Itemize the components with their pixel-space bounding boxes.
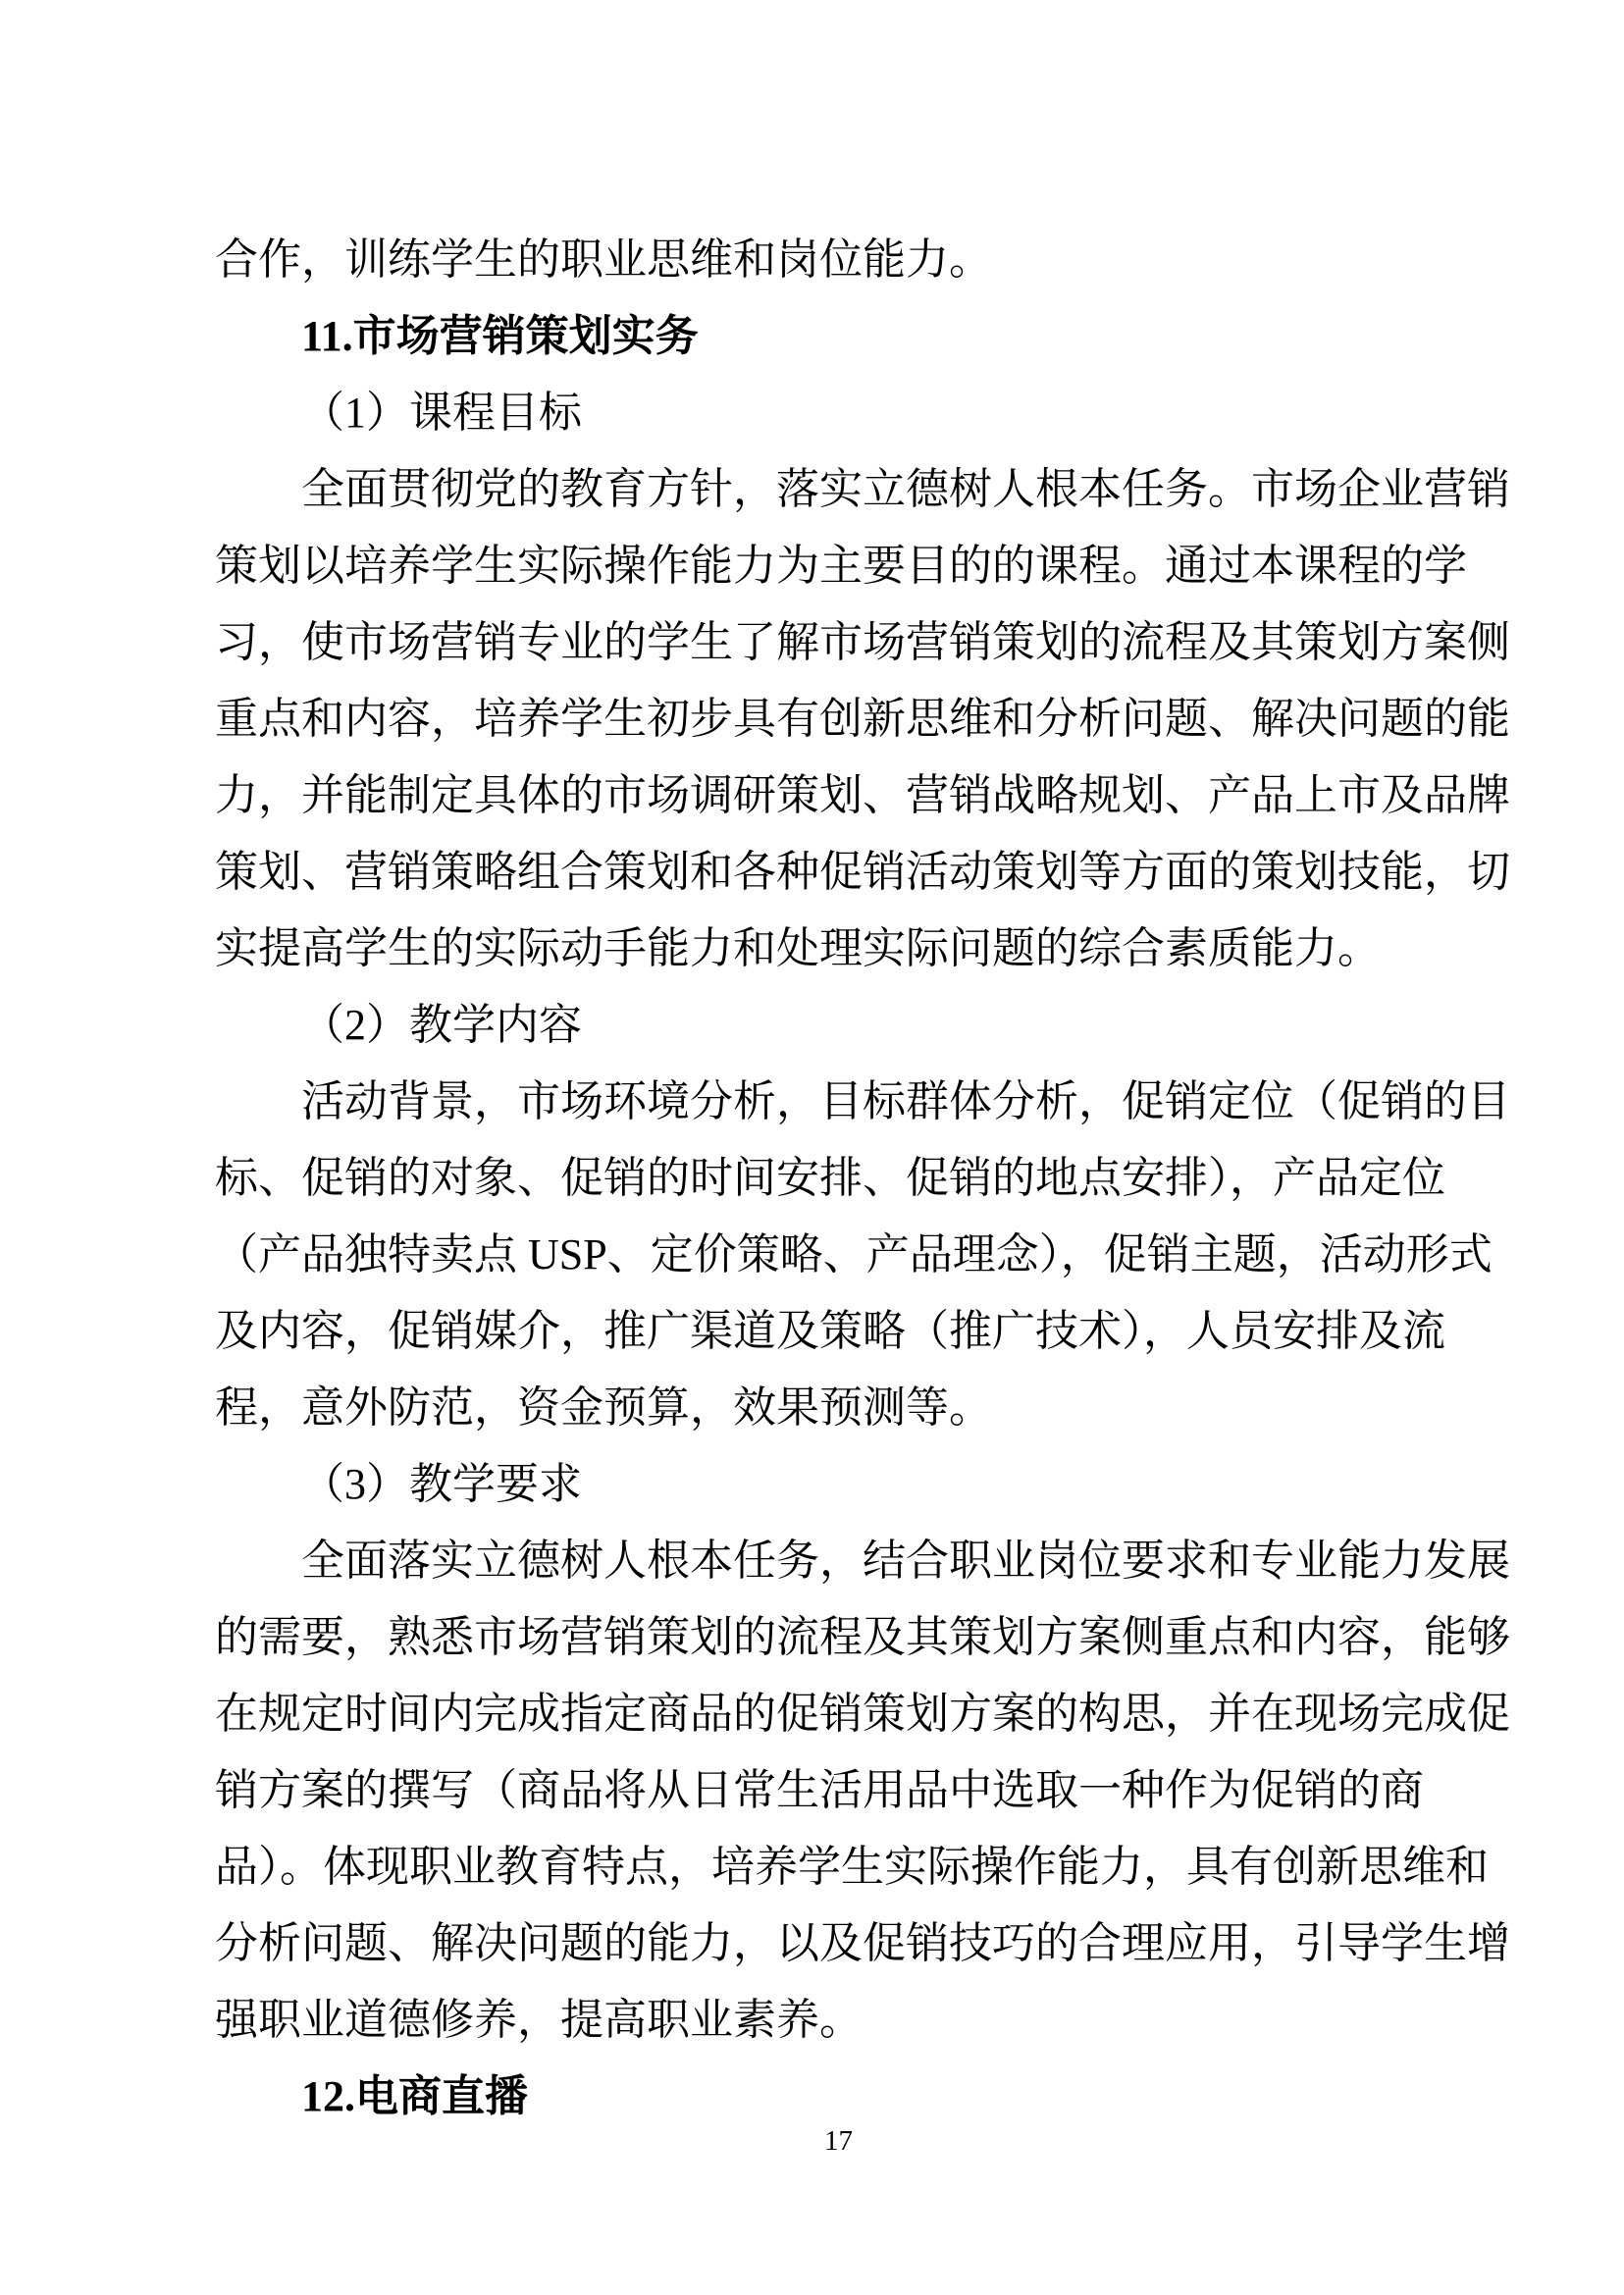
section-heading: 12.电商直播 (301, 2072, 528, 2120)
page-content (215, 222, 1516, 2135)
paragraph-continuation: 合作，训练学生的职业思维和岗位能力。 (215, 235, 992, 284)
subsection-heading: （3）教学要求 (301, 1460, 582, 1508)
body-paragraph: 活动背景，市场环境分析，目标群体分析，促销定位（促销的目标、促销的对象、促销的时间安排、促销的地点安排），产品定位（产品独特卖点 USP、定价策略、产品理念），促销主题，活动形式及内容，促销媒介，推广渠道及策略（推广技术），人员安排及流程，意外防范，资金预算，效果预测等。 (215, 1077, 1510, 1432)
body-paragraph: 全面贯彻党的教育方针，落实立德树人根本任务。市场企业营销策划以培养学生实际操作能力为主要目的的课程。通过本课程的学习，使市场营销专业的学生了解市场营销策划的流程及其策划方案侧重点和内容，培养学生初步具有创新思维和分析问题、解决问题的能力，并能制定具体的市场调研策划、营销战略规划、产品上市及品牌策划、营销策略组合策划和各种促销活动策划等方面的策划技能，切实提高学生的实际动手能力和处理实际问题的综合素质能力。 (215, 465, 1510, 972)
page-number: 17 (824, 2125, 853, 2157)
subsection-heading: （2）教学内容 (301, 1001, 582, 1049)
section-heading: 11.市场营销策划实务 (301, 312, 699, 360)
body-paragraph: 全面落实立德树人根本任务，结合职业岗位要求和专业能力发展的需要，熟悉市场营销策划的流程及其策划方案侧重点和内容，能够在规定时间内完成指定商品的促销策划方案的构思，并在现场完成促销方案的撰写（商品将从日常生活用品中选取一种作为促销的商品）。体现职业教育特点，培养学生实际操作能力，具有创新思维和分析问题、解决问题的能力，以及促销技巧的合理应用，引导学生增强职业道德修养，提高职业素养。 (215, 1537, 1510, 2044)
subsection-heading: （1）课程目标 (301, 389, 582, 437)
